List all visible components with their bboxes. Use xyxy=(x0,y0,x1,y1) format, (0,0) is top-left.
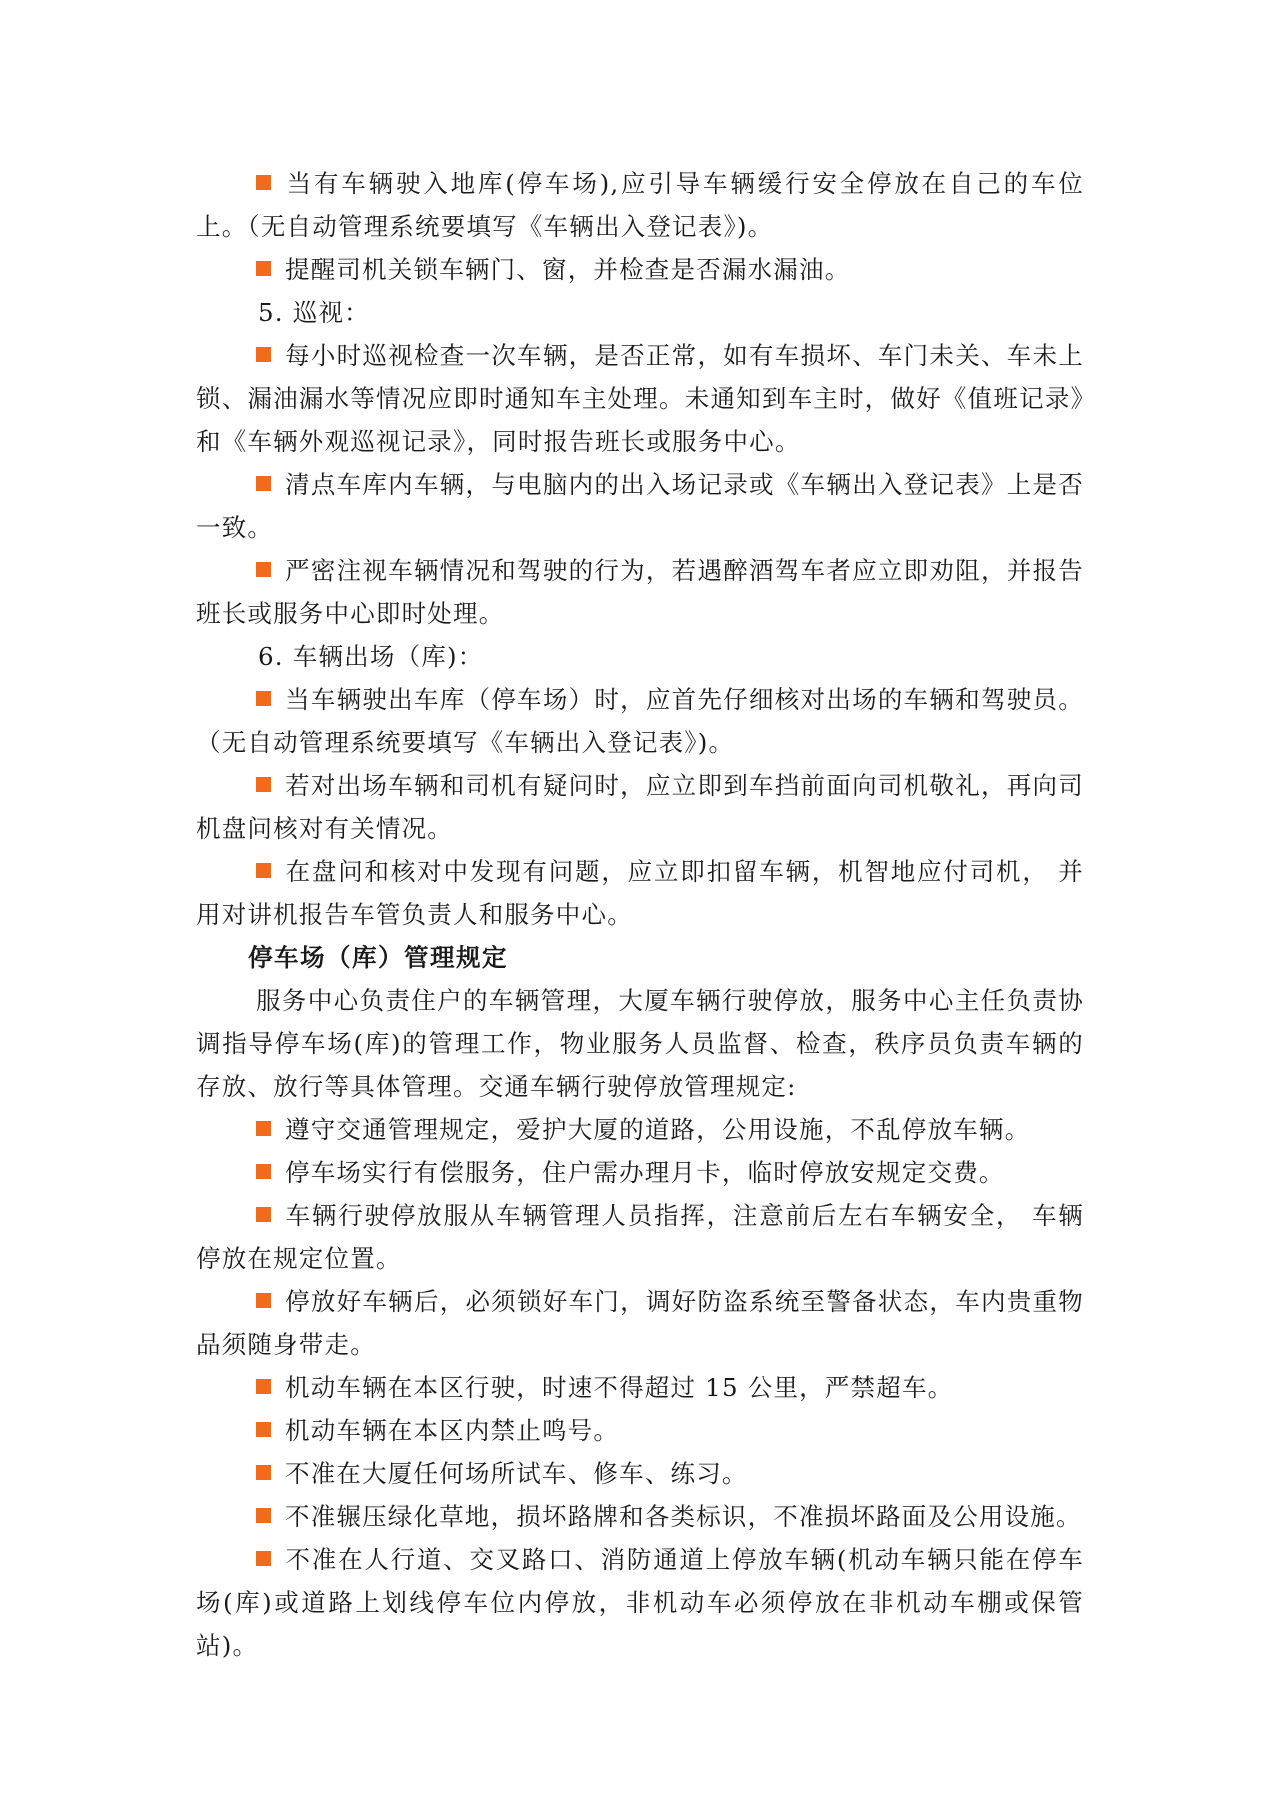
orange-square-bullet-icon xyxy=(256,777,271,792)
paragraph-text: 机动车辆在本区内禁止鸣号。 xyxy=(285,1416,620,1445)
bullet-paragraph xyxy=(196,764,1084,850)
orange-square-bullet-icon xyxy=(256,347,271,362)
bullet-paragraph xyxy=(196,1452,1084,1495)
paragraph-text: 停车场实行有偿服务，住户需办理月卡，临时停放安规定交费。 xyxy=(285,1158,1005,1187)
paragraph-text: 停放好车辆后，必须锁好车门，调好防盗系统至警备状态，车内贵重物品须随身带走。 xyxy=(196,1287,1084,1359)
orange-square-bullet-icon xyxy=(256,1379,271,1394)
bullet-paragraph xyxy=(196,1538,1084,1667)
body-paragraph xyxy=(196,979,1084,1108)
orange-square-bullet-icon xyxy=(256,562,271,577)
orange-square-bullet-icon xyxy=(256,1551,271,1566)
section-title-text: 停车场（库）管理规定 xyxy=(248,943,508,972)
paragraph-text: 严密注视车辆情况和驾驶的行为，若遇醉酒驾车者应立即劝阻，并报告班长或服务中心即时处理。 xyxy=(196,556,1084,628)
orange-square-bullet-icon xyxy=(256,863,271,878)
bullet-paragraph xyxy=(196,1366,1084,1409)
heading-text: 5. 巡视： xyxy=(258,298,370,327)
paragraph-text: 清点车库内车辆，与电脑内的出入场记录或《车辆出入登记表》上是否一致。 xyxy=(196,470,1084,542)
bullet-paragraph xyxy=(196,1495,1084,1538)
bullet-paragraph xyxy=(196,1108,1084,1151)
bullet-paragraph xyxy=(196,1151,1084,1194)
bullet-paragraph xyxy=(196,248,1084,291)
orange-square-bullet-icon xyxy=(256,1508,271,1523)
paragraph-text: 不准在人行道、交叉路口、消防通道上停放车辆(机动车辆只能在停车场(库)或道路上划线停车位内停放，非机动车必须停放在非机动车棚或保管站)。 xyxy=(196,1545,1084,1660)
bullet-paragraph xyxy=(196,162,1084,248)
paragraph-text: 若对出场车辆和司机有疑问时，应立即到车挡前面向司机敬礼，再向司机盘问核对有关情况。 xyxy=(196,771,1084,843)
section-title xyxy=(196,936,1084,979)
orange-square-bullet-icon xyxy=(256,1121,271,1136)
paragraph-text: 服务中心负责住户的车辆管理，大厦车辆行驶停放，服务中心主任负责协调指导停车场(库)的管理工作，物业服务人员监督、检查，秩序员负责车辆的存放、放行等具体管理。交通车辆行驶停放管理规定: xyxy=(196,986,1084,1101)
bullet-paragraph xyxy=(196,334,1084,463)
orange-square-bullet-icon xyxy=(256,1293,271,1308)
heading-text: 6. 车辆出场（库)： xyxy=(258,642,484,671)
subsection-heading xyxy=(196,635,1084,678)
bullet-paragraph xyxy=(196,678,1084,764)
orange-square-bullet-icon xyxy=(256,1207,271,1222)
paragraph-text: 当有车辆驶入地库(停车场),应引导车辆缓行安全停放在自己的车位上。（无自动管理系统要填写《车辆出入登记表》)。 xyxy=(196,169,1084,241)
orange-square-bullet-icon xyxy=(256,1164,271,1179)
orange-square-bullet-icon xyxy=(256,691,271,706)
bullet-paragraph xyxy=(196,1409,1084,1452)
paragraph-text: 在盘问和核对中发现有问题，应立即扣留车辆，机智地应付司机， 并用对讲机报告车管负责人和服务中心。 xyxy=(196,857,1084,929)
orange-square-bullet-icon xyxy=(256,476,271,491)
orange-square-bullet-icon xyxy=(256,175,271,190)
paragraph-text: 每小时巡视检查一次车辆，是否正常，如有车损坏、车门未关、车未上锁、漏油漏水等情况应即时通知车主处理。未通知到车主时，做好《值班记录》和《车辆外观巡视记录》，同时报告班长或服务中心。 xyxy=(196,341,1084,456)
orange-square-bullet-icon xyxy=(256,1422,271,1437)
paragraph-text: 遵守交通管理规定，爱护大厦的道路，公用设施，不乱停放车辆。 xyxy=(285,1115,1031,1144)
bullet-paragraph xyxy=(196,1194,1084,1280)
paragraph-text: 提醒司机关锁车辆门、窗，并检查是否漏水漏油。 xyxy=(285,255,851,284)
bullet-paragraph xyxy=(196,850,1084,936)
subsection-heading xyxy=(196,291,1084,334)
paragraph-text: 不准在大厦任何场所试车、修车、练习。 xyxy=(285,1459,748,1488)
document-page xyxy=(196,162,1084,1667)
paragraph-text: 不准辗压绿化草地，损坏路牌和各类标识，不准损坏路面及公用设施。 xyxy=(285,1502,1082,1531)
bullet-paragraph xyxy=(196,549,1084,635)
paragraph-text: 机动车辆在本区行驶，时速不得超过 15 公里，严禁超车。 xyxy=(285,1373,954,1402)
bullet-paragraph xyxy=(196,463,1084,549)
bullet-paragraph xyxy=(196,1280,1084,1366)
orange-square-bullet-icon xyxy=(256,1465,271,1480)
paragraph-text: 车辆行驶停放服从车辆管理人员指挥，注意前后左右车辆安全， 车辆停放在规定位置。 xyxy=(196,1201,1084,1273)
paragraph-text: 当车辆驶出车库（停车场）时，应首先仔细核对出场的车辆和驾驶员。（无自动管理系统要填写《车辆出入登记表》)。 xyxy=(196,685,1084,757)
orange-square-bullet-icon xyxy=(256,261,271,276)
